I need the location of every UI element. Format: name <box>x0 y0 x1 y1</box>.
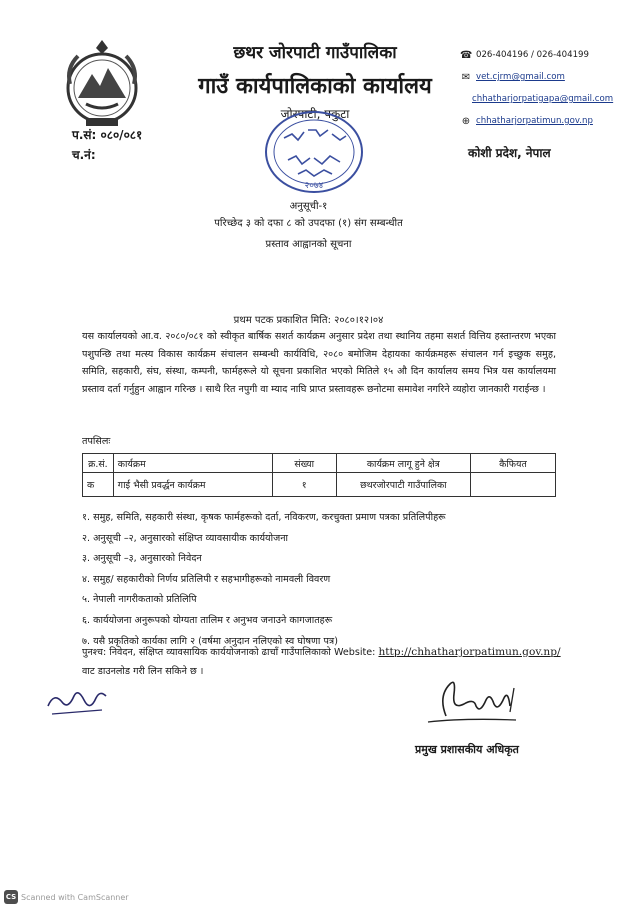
list-item: ६. कार्ययोजना अनुरूपको योग्यता तालिम र अनुभव जनाउने कागजातहरू <box>82 614 333 626</box>
officer-signature-icon <box>424 676 524 732</box>
email-icon: ✉ <box>461 71 471 83</box>
download-note-end: वाट डाउनलोड गरी लिन सकिने छ । <box>82 666 204 677</box>
list-item: ४. समुह/ सहकारीको निर्णय प्रतिलिपी र सहभागीहरूको नामवली विवरण <box>82 573 331 585</box>
col-program: कार्यक्रम <box>113 454 272 473</box>
globe-icon: ⊕ <box>461 115 471 127</box>
officer-title: प्रमुख प्रशासकीय अधिकृत <box>415 743 519 756</box>
email-row-2 <box>460 88 612 110</box>
province-label: कोशी प्रदेश, नेपाल <box>468 146 551 160</box>
office-name: गाउँ कार्यपालिकाको कार्यालय <box>198 74 432 99</box>
cell-count: १ <box>272 473 336 497</box>
requirements-list <box>82 508 562 652</box>
website-link[interactable]: chhatharjorpatimun.gov.np <box>476 116 593 126</box>
contact-block <box>460 44 612 132</box>
detail-label: तपसिलः <box>82 436 111 447</box>
scanner-watermark <box>4 890 129 904</box>
publication-date: प्रथम पटक प्रकाशित मिति: २०८०।१२।०४ <box>233 315 384 326</box>
phone-row <box>460 44 612 66</box>
email-link-office[interactable]: chhatharjorpatigapa@gmail.com <box>472 94 614 104</box>
list-item: २. अनुसूची –२, अनुसारको संक्षिप्त व्यावसायीक कार्ययोजना <box>82 532 289 544</box>
annex-reference: परिच्छेद ३ को दफा ८ को उपदफा (१) संग सम्बन्धीत <box>214 218 403 229</box>
nepal-emblem-icon <box>56 38 148 130</box>
municipality-name: छथर जोरपाटी गाउँपालिका <box>233 43 397 63</box>
camscanner-logo-icon: CS <box>4 890 18 904</box>
notice-body: यस कार्यालयको आ.व. २०८०/०८१ को स्वीकृत बार्षिक सशर्त कार्यक्रम अनुसार प्रदेश तथा स्थानिय तहमा सशर्त वित्तिय हस्तान्तरण भएका पशुपन्छि तथा मत्स्य विकास कार्यक्रम संचालन सम्बन्धी कार्यविधि, २०८० बमोजिम देहायका कार्यक्रमहरू संचालन गर्न इच्छुक समुह, समिति, सहकारी, संघ, संस्था, कम्पनी, फार्महरूले यो सूचना प्रकाशित भएको मितिले १५ औ दिन कार्यालय समय भित्र यस कार्यालयमा प्रस्ताव दर्ता गर्नुहुन आह्वान गरिन्छ । साथै रित नपुगी वा म्याद नाघि प्राप्त प्रस्तावहरू छनोटमा समावेश नगरिने व्यहोरा जानकारी गराईन्छ । <box>82 331 556 395</box>
stamp-year: २०७४ <box>304 181 324 191</box>
annex-label: अनुसूची-१ <box>289 201 328 212</box>
table-header-row <box>83 454 556 473</box>
col-sn: क्र.सं. <box>83 454 114 473</box>
telephone-icon: ☎ <box>460 49 473 61</box>
list-item: ७. यसै प्रकृतिको कार्यका लागि २ (वर्षमा अनुदान नलिएको स्व घोषणा पत्र) <box>82 635 338 647</box>
list-item: ५. नेपाली नागरीकताको प्रतिलिपि <box>82 594 197 606</box>
col-count: संख्या <box>272 454 336 473</box>
email-row <box>460 66 612 88</box>
initials-signature-icon <box>44 684 114 720</box>
download-url-link[interactable]: http://chhatharjorpatimun.gov.np/ <box>378 646 561 658</box>
email-link-vet[interactable]: vet.cjrm@gmail.com <box>476 72 565 82</box>
notice-heading: प्रस्ताव आह्वानको सूचना <box>265 239 352 250</box>
cell-area: छथरजोरपाटी गाउँपालिका <box>336 473 470 497</box>
list-item: १. समुह, समिति, सहकारी संस्था, कृषक फार्महरूको दर्ता, नविकरण, करचुक्ता प्रमाण पत्रका प्रतिलिपीहरू <box>82 512 446 523</box>
cell-program: गाई भैसी प्रवर्द्धन कार्यक्रम <box>113 473 272 497</box>
cell-sn: क <box>83 473 114 497</box>
download-note <box>82 645 561 658</box>
list-item: ३. अनुसूची –३, अनुसारको निवेदन <box>82 553 202 565</box>
office-stamp-icon <box>262 108 366 196</box>
phone-numbers: 026-404196 / 026-404199 <box>476 50 589 60</box>
scanner-text: Scanned with CamScanner <box>21 892 129 902</box>
program-table <box>82 453 556 497</box>
office-address: जोरपाटी, पकुटा <box>280 107 350 121</box>
col-area: कार्यक्रम लागू हुने क्षेत्र <box>336 454 470 473</box>
website-row <box>460 110 612 132</box>
download-note-text: पुनश्च: निवेदन, संक्षिप्त व्यावसायिक कार्ययोजनाको ढाचाँ गाउँपालिकाको Website: <box>82 647 379 658</box>
table-row <box>83 473 556 497</box>
col-remarks: कैफियत <box>470 454 555 473</box>
reference-number: प.सं: ०८०/०८१ <box>72 128 143 142</box>
dispatch-number: च.नं: <box>72 148 96 162</box>
cell-remarks <box>470 473 555 497</box>
